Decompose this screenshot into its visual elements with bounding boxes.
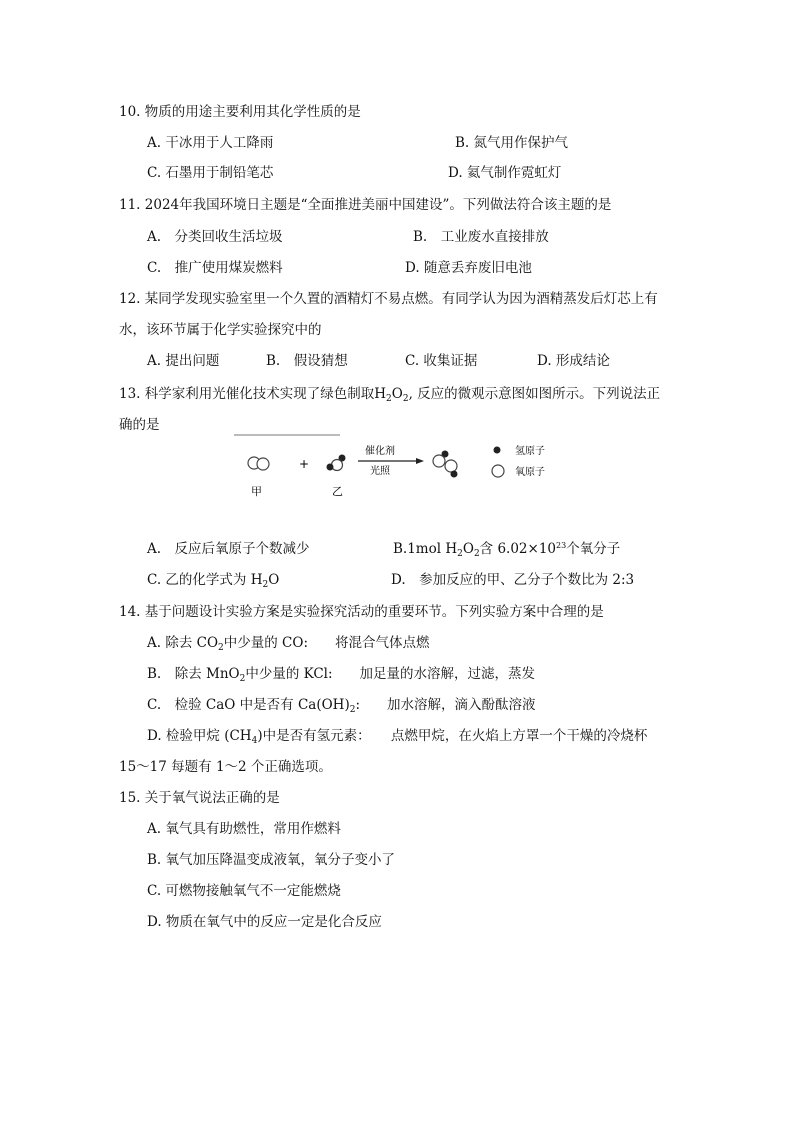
q10-stem: 10. 物质的用途主要利用其化学性质的是 [119, 104, 361, 120]
q11-option-a: A. 分类回收生活垃圾 [147, 229, 283, 245]
q11-option-c: C. 推广使用煤炭燃料 [147, 260, 283, 276]
label-a: 甲 [251, 485, 262, 498]
legend-hydrogen: 氢原子 [515, 446, 545, 457]
q10-option-b: B. 氮气用作保护气 [455, 135, 569, 151]
oxygen-atom-icon [492, 465, 504, 477]
q10-option-d: D. 氦气制作霓虹灯 [448, 165, 562, 181]
catalyst-label: 催化剂 [365, 446, 395, 457]
reaction-diagram [230, 434, 570, 504]
q11-option-b: B. 工业废水直接排放 [413, 229, 549, 245]
plus-sign: + [299, 457, 310, 471]
reaction-arrowhead [416, 458, 424, 464]
q11-stem: 11. 2024年我国环境日主题是“全面推进美丽中国建设”。下列做法符合该主题的是 [119, 197, 612, 213]
q11-option-d: D. 随意丢弃废旧电池 [405, 260, 532, 276]
q15-option-a: A. 氧气具有助燃性，常用作燃料 [147, 821, 341, 837]
q10-option-a: A. 干冰用于人工降雨 [147, 135, 274, 151]
q10-option-c: C. 石墨用于制铅笔芯 [147, 165, 274, 181]
q15-option-b: B. 氧气加压降温变成液氧，氧分子变小了 [147, 852, 396, 868]
q14-option-a: A. 除去 $CO_2$中少量的 CO: 将混合气体点燃 [147, 635, 430, 653]
q13-option-a: A. 反应后氧原子个数减少 [147, 541, 310, 557]
molecule-a [248, 457, 269, 470]
section-note: 15～17 每题有 1～2 个正确选项。 [119, 759, 332, 775]
q15-option-c: C. 可燃物接触氧气不一定能燃烧 [147, 883, 341, 899]
q13-option-c: C. 乙的化学式为 $H_2O$ [147, 572, 280, 590]
q15-stem: 15. 关于氧气说法正确的是 [119, 790, 280, 806]
product-molecule [433, 451, 458, 478]
q15-option-d: D. 物质在氧气中的反应一定是化合反应 [147, 914, 382, 930]
q12-stem-line2: 水，该环节属于化学实验探究中的 [119, 322, 322, 338]
molecule-b [327, 455, 346, 471]
q12-option-a: A. 提出问题 [147, 353, 220, 369]
light-label: 光照 [370, 466, 390, 477]
q14-option-c: C. 检验 CaO 中是否有 $Ca(OH)_2$: 加水溶解，滴入酚酞溶液 [147, 697, 536, 715]
q12-option-b: B. 假设猜想 [266, 353, 348, 369]
q13-option-b: B.1mol $H_2O_2$含 $6.02\times 10^{23}$个氧分子 [393, 541, 621, 559]
q13-stem-line1: 13. 科学家利用光催化技术实现了绿色制取$H_2O_2$, 反应的微观示意图如图所示。下列说法正 [119, 386, 661, 404]
q14-option-d: D. 检验甲烷 $(CH_4)$中是否有氢元素： 点燃甲烷，在火焰上方罩一个干燥的冷烧杯 [147, 728, 648, 746]
legend-oxygen: 氧原子 [515, 467, 545, 478]
q14-stem: 14. 基于问题设计实验方案是实验探究活动的重要环节。下列实验方案中合理的是 [119, 604, 604, 620]
q14-option-b: B. 除去 MnO$_2$中少量的 KCl: 加足量的水溶解，过滤，蒸发 [147, 666, 536, 684]
q12-option-d: D. 形成结论 [537, 353, 610, 369]
q12-option-c: C. 收集证据 [405, 353, 478, 369]
q13-stem-line2: 确的是 [119, 417, 160, 433]
q12-stem-line1: 12. 某同学发现实验室里一个久置的酒精灯不易点燃。有同学认为因为酒精蒸发后灯芯上有 [119, 291, 658, 307]
hydrogen-atom-icon [494, 447, 501, 454]
label-b: 乙 [332, 485, 343, 498]
q13-option-d: D. 参加反应的甲、乙分子个数比为 2:3 [391, 572, 635, 588]
